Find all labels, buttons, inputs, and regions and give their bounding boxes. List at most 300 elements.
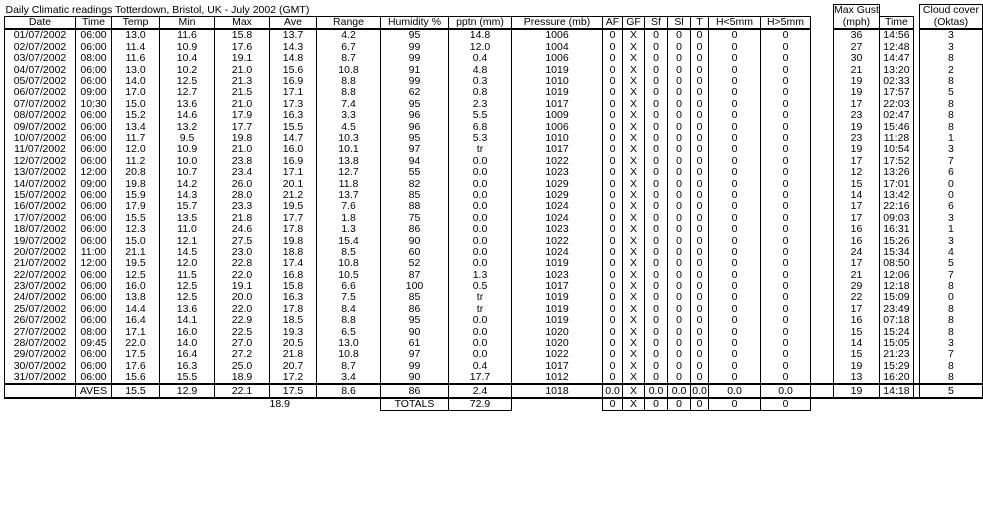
totals-count-h-gt-5mm: 0	[761, 398, 811, 411]
cell-humidity: 86	[381, 304, 449, 315]
cell-pressure: 1006	[512, 121, 603, 132]
cell-date: 02/07/2002	[5, 42, 76, 53]
cell-pressure: 1019	[512, 304, 603, 315]
cell-sl: 0	[668, 281, 691, 292]
cell-date: 09/07/2002	[5, 121, 76, 132]
cell-t: 0	[691, 29, 709, 41]
cell-sf: 0	[645, 224, 668, 235]
cell-time: 06:00	[76, 281, 112, 292]
cell-max-gust: 23	[834, 110, 880, 121]
header-min: Min	[160, 16, 215, 29]
cell-max-gust: 23	[834, 133, 880, 144]
cell-temp: 16.4	[112, 315, 160, 326]
cell-af: 0	[603, 372, 623, 384]
cell-h-gt-5mm: 0	[761, 144, 811, 155]
cell-gf: X	[623, 42, 645, 53]
cell-max-gust: 17	[834, 99, 880, 110]
cell-gf: X	[623, 29, 645, 41]
cell-cloud-cover: 2	[919, 64, 982, 75]
cell-temp: 13.0	[112, 64, 160, 75]
cell-sl: 0	[668, 42, 691, 53]
cell-sl: 0	[668, 361, 691, 372]
cell-max-gust: 17	[834, 213, 880, 224]
cell-h-lt-5mm: 0	[709, 64, 761, 75]
cell-h-lt-5mm: 0	[709, 361, 761, 372]
cell-sl: 0	[668, 178, 691, 189]
cell-gust-time: 22:03	[879, 99, 913, 110]
table-row	[5, 87, 983, 98]
cell-range: 15.4	[317, 235, 381, 246]
cell-cloud-cover: 4	[919, 247, 982, 258]
cell-t: 0	[691, 213, 709, 224]
cell-h-gt-5mm: 0	[761, 235, 811, 246]
cell-temp: 15.0	[112, 99, 160, 110]
cell-gust-time: 09:03	[879, 213, 913, 224]
cell-t: 0	[691, 372, 709, 384]
cell-temp: 12.3	[112, 224, 160, 235]
cell-sl: 0	[668, 110, 691, 121]
cloud-cover-header: Cloud cover	[919, 5, 982, 17]
average-af: 0.0	[603, 384, 623, 397]
cell-temp: 15.5	[112, 213, 160, 224]
cell-range: 8.5	[317, 247, 381, 258]
cell-gust-time: 16:20	[879, 372, 913, 384]
cell-max: 21.5	[215, 87, 270, 98]
cell-ave: 20.7	[270, 361, 317, 372]
cell-sl: 0	[668, 269, 691, 280]
cell-time: 08:00	[76, 53, 112, 64]
cell-pptn: 6.8	[449, 121, 512, 132]
cell-gf: X	[623, 53, 645, 64]
cell-t: 0	[691, 258, 709, 269]
cell-af: 0	[603, 315, 623, 326]
cell-cloud-cover: 6	[919, 201, 982, 212]
cell-max: 22.0	[215, 269, 270, 280]
cell-h-gt-5mm: 0	[761, 269, 811, 280]
cell-max-gust: 29	[834, 281, 880, 292]
cell-gust-time: 17:01	[879, 178, 913, 189]
cell-humidity: 61	[381, 338, 449, 349]
cell-sl: 0	[668, 144, 691, 155]
cell-sl: 0	[668, 53, 691, 64]
cell-gust-time: 08:50	[879, 258, 913, 269]
cell-time: 06:00	[76, 213, 112, 224]
cell-gust-time: 15:26	[879, 235, 913, 246]
average-range: 8.6	[317, 384, 381, 397]
cell-pressure: 1029	[512, 190, 603, 201]
cell-max: 23.3	[215, 201, 270, 212]
table-row	[5, 201, 983, 212]
table-row	[5, 235, 983, 246]
cell-date: 03/07/2002	[5, 53, 76, 64]
cell-h-gt-5mm: 0	[761, 349, 811, 360]
cell-max-gust: 27	[834, 42, 880, 53]
cell-min: 10.4	[160, 53, 215, 64]
cell-pressure: 1019	[512, 292, 603, 303]
table-row	[5, 269, 983, 280]
header-h-gt-5mm: H>5mm	[761, 16, 811, 29]
cell-cloud-cover: 8	[919, 326, 982, 337]
cell-pressure: 1022	[512, 235, 603, 246]
cell-h-gt-5mm: 0	[761, 121, 811, 132]
cell-ave: 16.9	[270, 156, 317, 167]
cell-max: 27.0	[215, 338, 270, 349]
cell-sf: 0	[645, 269, 668, 280]
cell-h-lt-5mm: 0	[709, 121, 761, 132]
cell-time: 06:00	[76, 201, 112, 212]
cell-gust-time: 13:20	[879, 64, 913, 75]
cell-range: 6.5	[317, 326, 381, 337]
table-row	[5, 156, 983, 167]
cell-pptn: 1.3	[449, 269, 512, 280]
cell-cloud-cover: 3	[919, 144, 982, 155]
cell-time: 06:00	[76, 349, 112, 360]
cell-sf: 0	[645, 247, 668, 258]
cell-date: 17/07/2002	[5, 213, 76, 224]
cell-min: 16.4	[160, 349, 215, 360]
cell-cloud-cover: 3	[919, 42, 982, 53]
cell-t: 0	[691, 133, 709, 144]
cell-humidity: 97	[381, 349, 449, 360]
cell-max-gust: 19	[834, 76, 880, 87]
cell-date: 25/07/2002	[5, 304, 76, 315]
cell-pptn: 0.0	[449, 315, 512, 326]
cell-gf: X	[623, 326, 645, 337]
cell-humidity: 90	[381, 235, 449, 246]
cell-pptn: 0.0	[449, 213, 512, 224]
cell-humidity: 99	[381, 361, 449, 372]
cell-time: 10:30	[76, 99, 112, 110]
cell-min: 15.5	[160, 372, 215, 384]
cell-date: 16/07/2002	[5, 201, 76, 212]
totals-row	[5, 398, 983, 411]
header-gf: GF	[623, 16, 645, 29]
cell-t: 0	[691, 338, 709, 349]
cell-gf: X	[623, 247, 645, 258]
totals-count-af: 0	[603, 398, 623, 411]
cell-min: 12.5	[160, 292, 215, 303]
cell-af: 0	[603, 178, 623, 189]
cell-range: 12.7	[317, 167, 381, 178]
cell-cloud-cover: 5	[919, 258, 982, 269]
cell-max-gust: 14	[834, 338, 880, 349]
cell-pressure: 1010	[512, 76, 603, 87]
table-row	[5, 110, 983, 121]
cell-time: 06:00	[76, 64, 112, 75]
cell-date: 18/07/2002	[5, 224, 76, 235]
cell-h-gt-5mm: 0	[761, 110, 811, 121]
average-pressure: 1018	[512, 384, 603, 397]
cell-sl: 0	[668, 133, 691, 144]
cell-date: 13/07/2002	[5, 167, 76, 178]
cell-time: 06:00	[76, 224, 112, 235]
cell-date: 20/07/2002	[5, 247, 76, 258]
cell-max: 26.0	[215, 178, 270, 189]
cell-min: 13.6	[160, 304, 215, 315]
cell-sl: 0	[668, 315, 691, 326]
cell-h-lt-5mm: 0	[709, 258, 761, 269]
cell-max: 21.3	[215, 76, 270, 87]
cell-t: 0	[691, 292, 709, 303]
cell-cloud-cover: 8	[919, 76, 982, 87]
cell-temp: 17.6	[112, 361, 160, 372]
cell-date: 04/07/2002	[5, 64, 76, 75]
cell-max-gust: 30	[834, 53, 880, 64]
cell-date: 01/07/2002	[5, 29, 76, 41]
cell-min: 15.7	[160, 201, 215, 212]
cell-range: 4.2	[317, 29, 381, 41]
cell-pressure: 1019	[512, 87, 603, 98]
cell-gust-time: 02:47	[879, 110, 913, 121]
cell-gf: X	[623, 167, 645, 178]
cell-pressure: 1022	[512, 156, 603, 167]
cell-h-gt-5mm: 0	[761, 29, 811, 41]
cell-gust-time: 13:42	[879, 190, 913, 201]
cell-max: 24.6	[215, 224, 270, 235]
cell-t: 0	[691, 281, 709, 292]
cell-pressure: 1006	[512, 53, 603, 64]
totals-count-h-lt-5mm: 0	[709, 398, 761, 411]
cell-time: 06:00	[76, 29, 112, 41]
cell-pressure: 1004	[512, 42, 603, 53]
cell-max: 22.0	[215, 304, 270, 315]
cell-gust-time: 15:09	[879, 292, 913, 303]
table-row	[5, 372, 983, 384]
cell-temp: 13.8	[112, 292, 160, 303]
cell-max: 21.0	[215, 64, 270, 75]
cell-t: 0	[691, 64, 709, 75]
cell-gust-time: 12:18	[879, 281, 913, 292]
cell-t: 0	[691, 178, 709, 189]
cell-sf: 0	[645, 372, 668, 384]
cell-temp: 11.7	[112, 133, 160, 144]
cell-gust-time: 17:57	[879, 87, 913, 98]
cell-t: 0	[691, 361, 709, 372]
cell-pressure: 1023	[512, 269, 603, 280]
cell-min: 14.2	[160, 178, 215, 189]
cell-temp: 14.4	[112, 304, 160, 315]
cell-max: 25.0	[215, 361, 270, 372]
cell-sl: 0	[668, 224, 691, 235]
cell-max: 21.0	[215, 144, 270, 155]
cell-max-gust: 14	[834, 190, 880, 201]
average-ave: 17.5	[270, 384, 317, 397]
cell-temp: 12.5	[112, 269, 160, 280]
cell-date: 07/07/2002	[5, 99, 76, 110]
cell-cloud-cover: 8	[919, 121, 982, 132]
cell-max-gust: 19	[834, 361, 880, 372]
cell-min: 16.3	[160, 361, 215, 372]
cell-ave: 16.8	[270, 269, 317, 280]
cell-t: 0	[691, 87, 709, 98]
cell-gf: X	[623, 190, 645, 201]
cell-pptn: 0.4	[449, 361, 512, 372]
cell-h-lt-5mm: 0	[709, 42, 761, 53]
cell-time: 06:00	[76, 110, 112, 121]
cell-range: 6.6	[317, 281, 381, 292]
cell-max-gust: 19	[834, 144, 880, 155]
cell-pressure: 1019	[512, 258, 603, 269]
cell-af: 0	[603, 224, 623, 235]
cell-h-lt-5mm: 0	[709, 201, 761, 212]
cell-ave: 17.7	[270, 213, 317, 224]
cell-t: 0	[691, 235, 709, 246]
cell-sl: 0	[668, 190, 691, 201]
cell-sf: 0	[645, 76, 668, 87]
header-max-gust-unit: (mph)	[834, 16, 880, 29]
cell-sf: 0	[645, 144, 668, 155]
cell-h-gt-5mm: 0	[761, 281, 811, 292]
cell-sf: 0	[645, 133, 668, 144]
cell-pptn: 0.0	[449, 178, 512, 189]
cell-ave: 17.1	[270, 167, 317, 178]
cell-ave: 17.4	[270, 258, 317, 269]
cell-range: 13.7	[317, 190, 381, 201]
cell-h-gt-5mm: 0	[761, 247, 811, 258]
cell-h-gt-5mm: 0	[761, 64, 811, 75]
cell-gust-time: 15:24	[879, 326, 913, 337]
cell-range: 11.8	[317, 178, 381, 189]
cell-pptn: 0.0	[449, 190, 512, 201]
table-row	[5, 213, 983, 224]
cell-ave: 17.8	[270, 224, 317, 235]
cell-min: 11.6	[160, 29, 215, 41]
cell-ave: 20.5	[270, 338, 317, 349]
cell-h-gt-5mm: 0	[761, 224, 811, 235]
cell-temp: 19.8	[112, 178, 160, 189]
average-max: 22.1	[215, 384, 270, 397]
cell-max-gust: 19	[834, 87, 880, 98]
cell-time: 06:00	[76, 121, 112, 132]
cell-time: 12:00	[76, 258, 112, 269]
cell-sl: 0	[668, 99, 691, 110]
cell-time: 06:00	[76, 372, 112, 384]
cell-ave: 16.3	[270, 292, 317, 303]
cell-time: 12:00	[76, 167, 112, 178]
cell-humidity: 97	[381, 144, 449, 155]
cell-pptn: 17.7	[449, 372, 512, 384]
cell-temp: 19.5	[112, 258, 160, 269]
cell-cloud-cover: 8	[919, 315, 982, 326]
average-h-gt-5mm: 0.0	[761, 384, 811, 397]
cell-h-lt-5mm: 0	[709, 213, 761, 224]
cell-t: 0	[691, 42, 709, 53]
climate-table	[4, 4, 983, 411]
cell-h-lt-5mm: 0	[709, 167, 761, 178]
cell-gf: X	[623, 213, 645, 224]
table-row	[5, 247, 983, 258]
cell-pressure: 1020	[512, 338, 603, 349]
cell-date: 12/07/2002	[5, 156, 76, 167]
cell-h-lt-5mm: 0	[709, 133, 761, 144]
cell-pressure: 1022	[512, 349, 603, 360]
cell-t: 0	[691, 326, 709, 337]
cell-temp: 15.9	[112, 190, 160, 201]
average-cloud-cover: 5	[919, 384, 982, 397]
cell-max-gust: 21	[834, 64, 880, 75]
cell-t: 0	[691, 156, 709, 167]
cell-h-lt-5mm: 0	[709, 372, 761, 384]
cell-temp: 15.2	[112, 110, 160, 121]
cell-af: 0	[603, 76, 623, 87]
cell-date: 11/07/2002	[5, 144, 76, 155]
cell-min: 11.0	[160, 224, 215, 235]
cell-temp: 17.5	[112, 349, 160, 360]
table-row	[5, 64, 983, 75]
cell-h-lt-5mm: 0	[709, 156, 761, 167]
cell-sf: 0	[645, 87, 668, 98]
average-sf: 0.0	[645, 384, 668, 397]
table-row	[5, 53, 983, 64]
cell-humidity: 95	[381, 315, 449, 326]
cell-date: 26/07/2002	[5, 315, 76, 326]
max-gust-header: Max Gust	[834, 4, 879, 17]
table-row	[5, 144, 983, 155]
cell-af: 0	[603, 156, 623, 167]
header-temp: Temp	[112, 16, 160, 29]
cell-h-lt-5mm: 0	[709, 281, 761, 292]
cell-gf: X	[623, 178, 645, 189]
cell-sf: 0	[645, 29, 668, 41]
cell-pptn: 0.0	[449, 258, 512, 269]
cell-sl: 0	[668, 326, 691, 337]
cell-humidity: 95	[381, 99, 449, 110]
cell-gf: X	[623, 201, 645, 212]
cell-h-gt-5mm: 0	[761, 326, 811, 337]
cell-range: 7.6	[317, 201, 381, 212]
cell-af: 0	[603, 121, 623, 132]
cell-range: 1.3	[317, 224, 381, 235]
cell-humidity: 96	[381, 121, 449, 132]
cell-date: 22/07/2002	[5, 269, 76, 280]
cell-h-gt-5mm: 0	[761, 76, 811, 87]
cell-min: 13.5	[160, 213, 215, 224]
header-range: Range	[317, 16, 381, 29]
cell-h-lt-5mm: 0	[709, 190, 761, 201]
cell-af: 0	[603, 304, 623, 315]
cell-h-gt-5mm: 0	[761, 361, 811, 372]
cell-gf: X	[623, 304, 645, 315]
cell-range: 7.5	[317, 292, 381, 303]
cell-max-gust: 16	[834, 235, 880, 246]
cell-af: 0	[603, 361, 623, 372]
cell-h-gt-5mm: 0	[761, 156, 811, 167]
cell-h-lt-5mm: 0	[709, 315, 761, 326]
cell-t: 0	[691, 76, 709, 87]
cell-t: 0	[691, 53, 709, 64]
cell-date: 05/07/2002	[5, 76, 76, 87]
cell-max: 19.1	[215, 281, 270, 292]
cell-max: 18.9	[215, 372, 270, 384]
cell-t: 0	[691, 247, 709, 258]
cell-h-lt-5mm: 0	[709, 144, 761, 155]
cell-cloud-cover: 3	[919, 213, 982, 224]
cell-af: 0	[603, 64, 623, 75]
cell-cloud-cover: 8	[919, 110, 982, 121]
cell-ave: 17.1	[270, 87, 317, 98]
cell-sf: 0	[645, 338, 668, 349]
table-row	[5, 349, 983, 360]
table-row	[5, 190, 983, 201]
cell-range: 8.4	[317, 304, 381, 315]
cell-t: 0	[691, 99, 709, 110]
cell-pressure: 1006	[512, 29, 603, 41]
cell-time: 08:00	[76, 326, 112, 337]
cell-h-gt-5mm: 0	[761, 190, 811, 201]
header-t: T	[691, 16, 709, 29]
cell-h-lt-5mm: 0	[709, 29, 761, 41]
cell-ave: 15.5	[270, 121, 317, 132]
